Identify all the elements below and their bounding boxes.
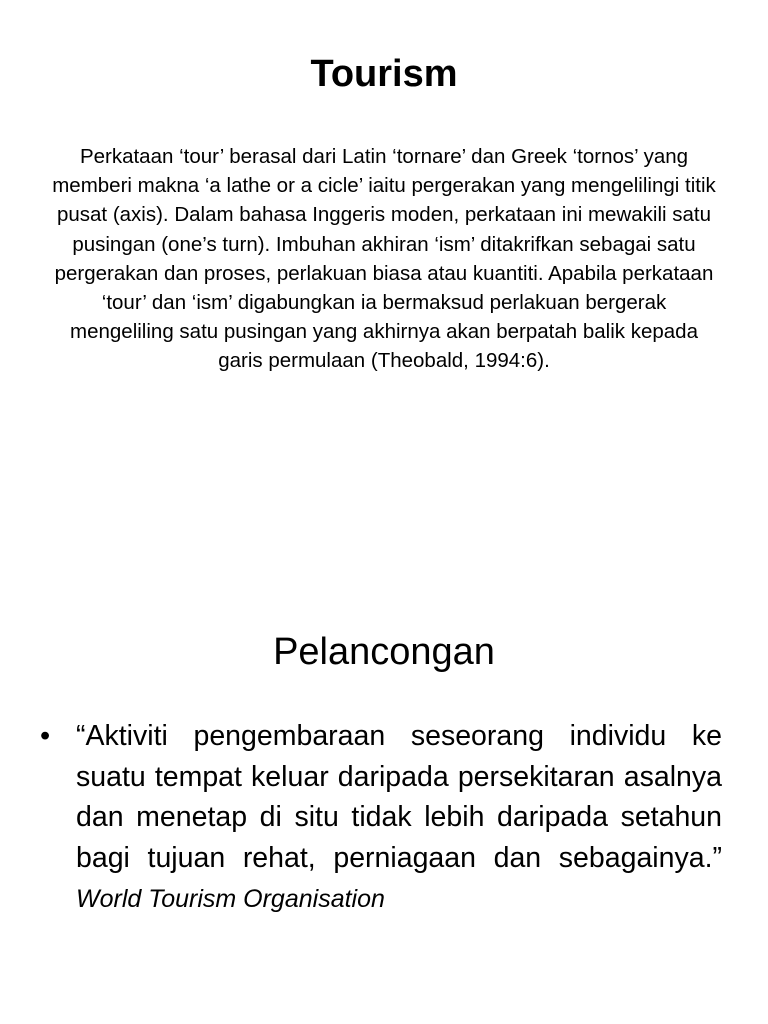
bullet-item: [40, 716, 722, 920]
bullet-icon: •: [40, 720, 51, 752]
quote-attribution: World Tourism Organisation: [76, 885, 385, 913]
definition-quote: [76, 716, 722, 920]
slide-title: Tourism: [310, 53, 458, 95]
quote-text: “Aktiviti pengembaraan seseorang individu ke suatu tempat keluar daripada persekitaran asalnya dan menetap di situ tidak lebih daripada setahun bagi tujuan rehat, perniagaan dan sebagainya.”: [76, 720, 722, 874]
slide-pelancongan: [0, 512, 768, 1024]
slide-title: Pelancongan: [273, 631, 495, 673]
definition-paragraph: Perkataan ‘tour’ berasal dari Latin ‘tornare’ dan Greek ‘tornos’ yang memberi makna ‘a lathe or a cicle’ iaitu pergerakan yang mengelilingi titik pusat (axis). Dalam bahasa Inggeris moden, perkataan ini mewakili satu pusingan (one’s turn). Imbuhan akhiran ‘ism’ ditakrifkan sebagai satu pergerakan dan proses, perlakuan biasa atau kuantiti. Apabila perkataan ‘tour’ dan ‘ism’ digabungkan ia bermaksud perlakuan bergerak mengeliling satu pusingan yang akhirnya akan berpatah balik kepada garis permulaan (Theobald, 1994:6).: [52, 145, 716, 373]
bullet-list: [40, 716, 722, 920]
